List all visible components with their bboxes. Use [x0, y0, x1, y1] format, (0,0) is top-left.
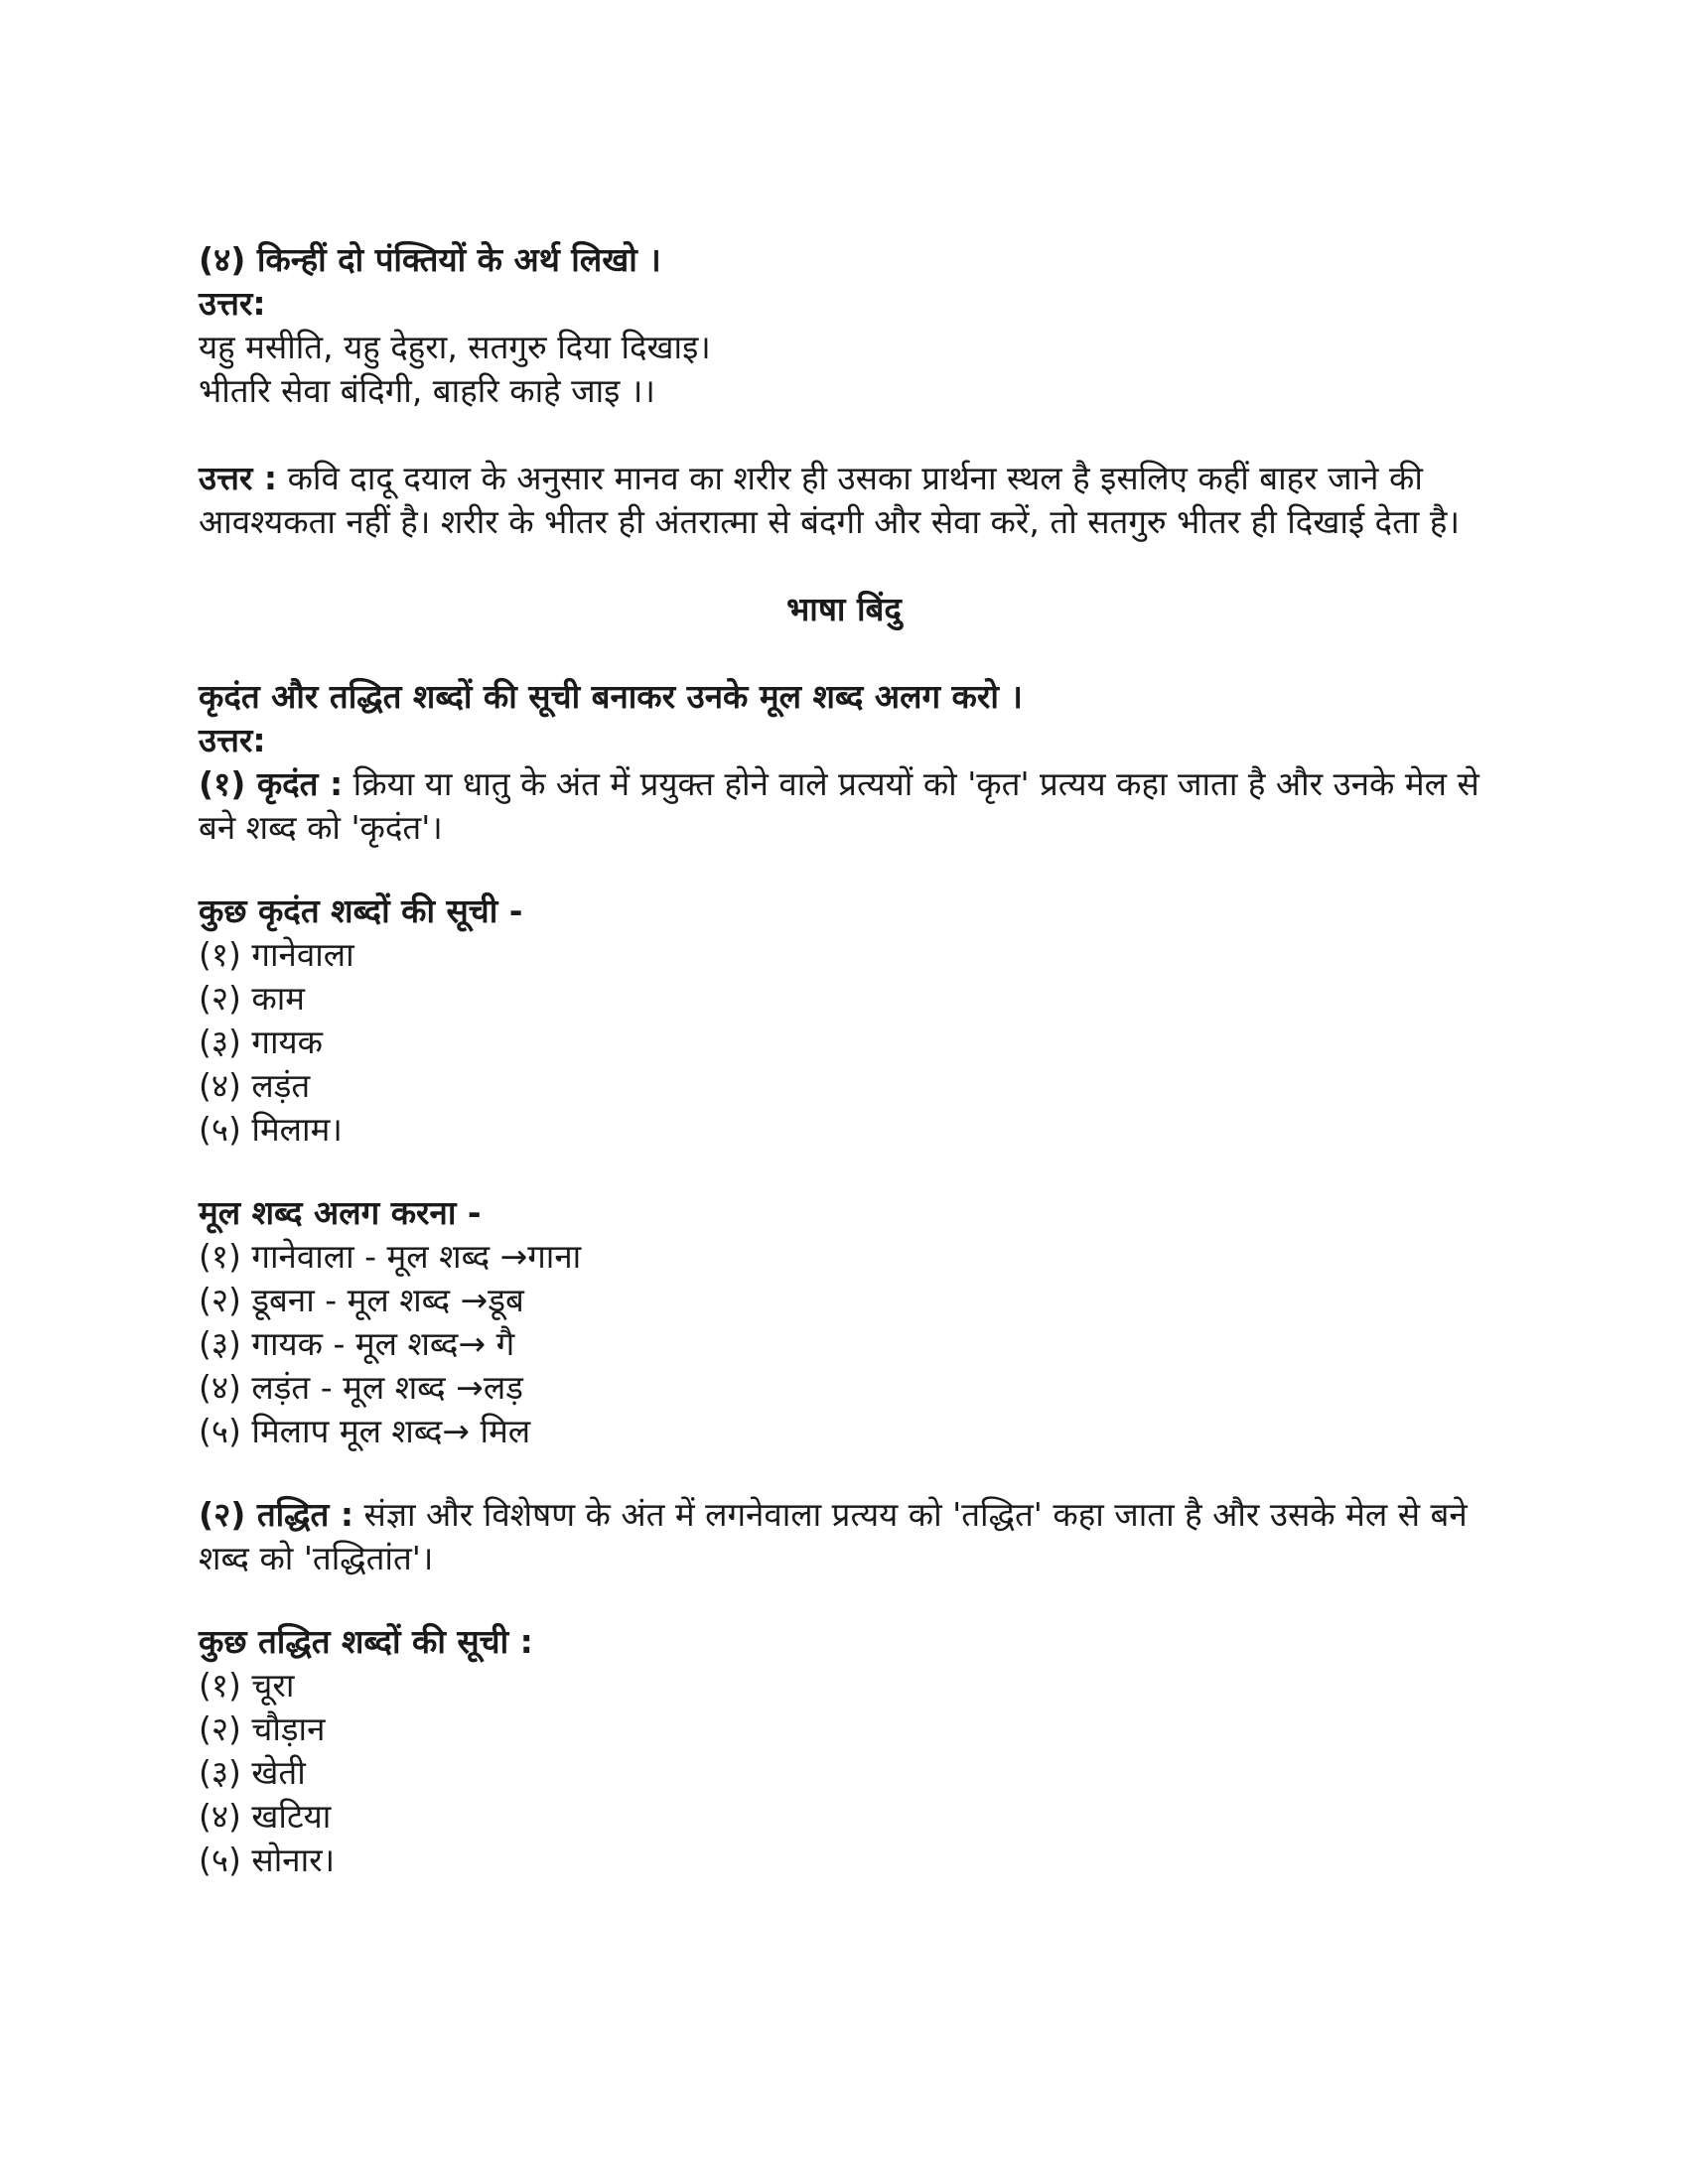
- list-item: (५) सोनार।: [199, 1841, 336, 1879]
- list-item: (५) मिलाम।: [199, 1110, 343, 1149]
- list-item: (३) खेती: [199, 1753, 306, 1792]
- explanation-label: उत्तर :: [199, 459, 278, 497]
- krudant-list-heading: कुछ कृदंत शब्दों की सूची -: [199, 891, 523, 930]
- explanation-text: कवि दादू दयाल के अनुसार मानव का शरीर ही उसका प्रार्थना स्थल है इसलिए कहीं बाहर जाने की आवश्यकता नहीं है। शरीर के भीतर ही अंतरात्मा से बंदगी और सेवा करें, तो सतगुरु भीतर ही दिखाई देता है।: [199, 459, 1460, 541]
- list-item: (२) डूबना - मूल शब्द →डूब: [199, 1281, 524, 1319]
- verse-line-1: यहु मसीति, यहु देहुरा, सतगुरु दिया दिखाइ।: [199, 328, 711, 366]
- taddhit-definition-text: संज्ञा और विशेषण के अंत में लगनेवाला प्रत्यय को 'तद्धित' कहा जाता है और उसके मेल से बने शब्द को 'तद्धितांत'।: [199, 1495, 1468, 1577]
- document-page: [199, 238, 1489, 1882]
- list-item: (२) चौड़ान: [199, 1709, 326, 1748]
- list-item: (३) गायक: [199, 1023, 324, 1061]
- list-item: (३) गायक - मूल शब्द→ गै: [199, 1324, 515, 1363]
- taddhit-definition: [199, 1493, 1489, 1580]
- section-title: भाषा बिंदु: [786, 590, 902, 628]
- list-item: (१) गानेवाला: [199, 935, 354, 974]
- roots-list: [199, 1235, 1489, 1453]
- taddhit-label: (२) तद्धित :: [199, 1495, 354, 1534]
- task-answer-label: उत्तर:: [199, 721, 266, 759]
- list-item: (४) लड़ंत - मूल शब्द →लड़: [199, 1368, 523, 1407]
- krudant-list: [199, 933, 1489, 1152]
- answer-label: उत्तर:: [199, 284, 266, 323]
- krudant-definition-text: क्रिया या धातु के अंत में प्रयुक्त होने वाले प्रत्ययों को 'कृत' प्रत्यय कहा जाता है और उनके मेल से बने शब्द को 'कृदंत'।: [199, 764, 1479, 847]
- explanation-paragraph: [199, 457, 1489, 544]
- list-item: (१) चूरा: [199, 1666, 295, 1705]
- list-item: (२) काम: [199, 979, 306, 1018]
- question-4: (४) किन्हीं दो पंक्तियों के अर्थ लिखो ।: [199, 240, 661, 279]
- taddhit-list-heading: कुछ तद्धित शब्दों की सूची :: [199, 1622, 533, 1661]
- roots-heading: मूल शब्द अलग करना -: [199, 1193, 482, 1232]
- krudant-label: (१) कृदंत :: [199, 764, 344, 803]
- task-question: कृदंत और तद्धित शब्दों की सूची बनाकर उनके मूल शब्द अलग करो ।: [199, 677, 1023, 716]
- taddhit-list: [199, 1664, 1489, 1882]
- list-item: (५) मिलाप मूल शब्द→ मिल: [199, 1412, 531, 1450]
- list-item: (१) गानेवाला - मूल शब्द →गाना: [199, 1237, 582, 1276]
- verse-line-2: भीतरि सेवा बंदिगी, बाहरि काहे जाइ ।।: [199, 371, 655, 410]
- list-item: (४) लड़ंत: [199, 1066, 311, 1105]
- krudant-definition: [199, 762, 1489, 850]
- list-item: (४) खटिया: [199, 1797, 332, 1836]
